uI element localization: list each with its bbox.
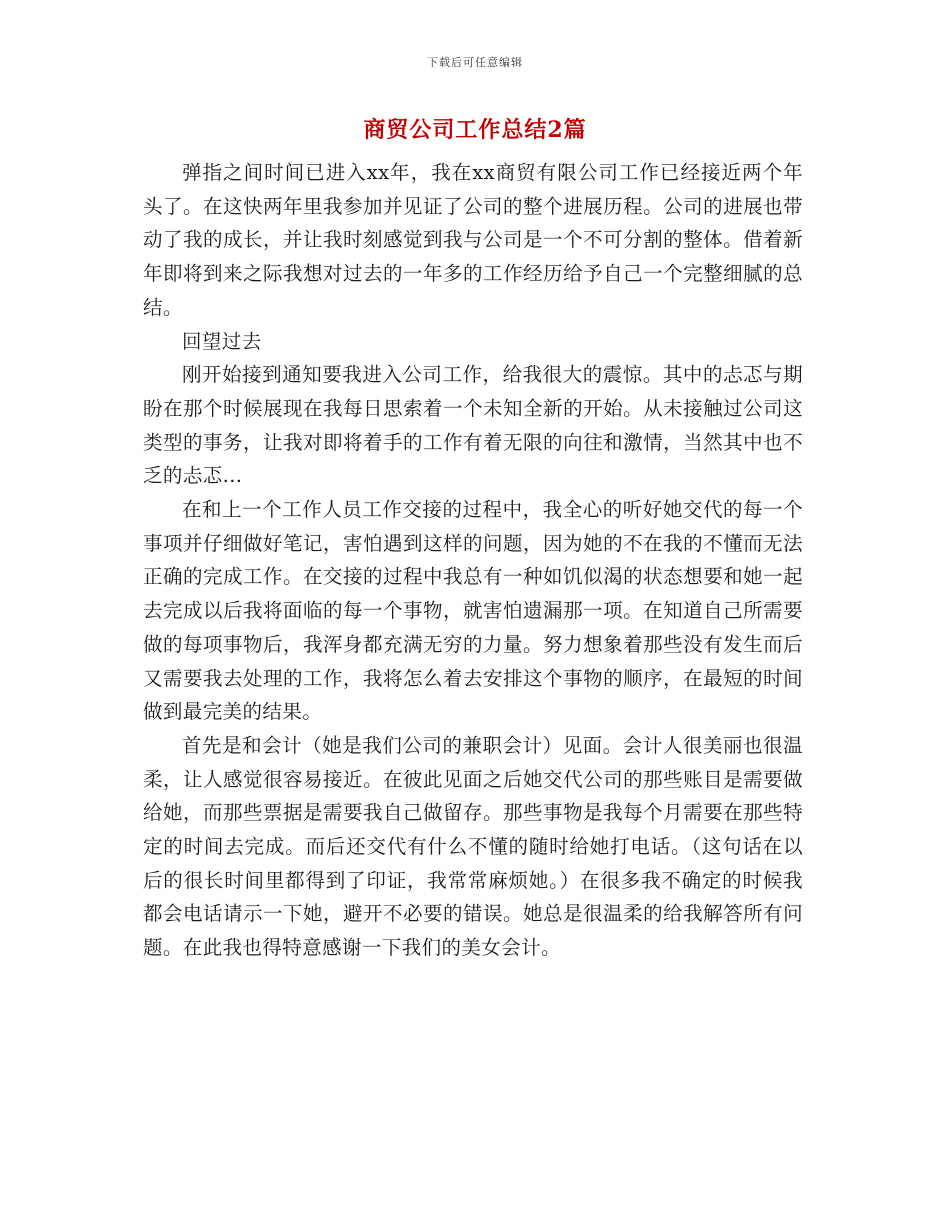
paragraph-intro: 弹指之间时间已进入xx年，我在xx商贸有限公司工作已经接近两个年头了。在这快两年里我参加并见证了公司的整个进展历程。公司的进展也带动了我的成长，并让我时刻感觉到我与公司是一个不可分割的整体。借着新年即将到来之际我想对过去的一年多的工作经历给予自己一个完整细腻的总结。 [143, 161, 803, 319]
document-body [143, 156, 803, 965]
header-note: 下载后可任意编辑 [427, 56, 523, 69]
paragraph-heading: 回望过去 [182, 329, 262, 353]
document-title: 商贸公司工作总结2篇 [363, 117, 587, 143]
paragraph-handover: 在和上一个工作人员工作交接的过程中，我全心的听好她交代的每一个事项并仔细做好笔记，害怕遇到这样的问题，因为她的不在我的不懂而无法正确的完成工作。在交接的过程中我总有一种如饥似渴的状态想要和她一起去完成以后我将面临的每一个事物，就害怕遗漏那一项。在知道自己所需要做的每项事物后，我浑身都充满无穷的力量。努力想象着那些没有发生而后又需要我去处理的工作，我将怎么着去安排这个事物的顺序，在最短的时间做到最完美的结果。 [143, 498, 803, 724]
paragraph-accountant: 首先是和会计（她是我们公司的兼职会计）见面。会计人很美丽也很温柔，让人感觉很容易接近。在彼此见面之后她交代公司的那些账目是需要做给她，而那些票据是需要我自己做留存。那些事物是我每个月需要在那些特定的时间去完成。而后还交代有什么不懂的随时给她打电话。（这句话在以后的很长时间里都得到了印证，我常常麻烦她。）在很多我不确定的时候我都会电话请示一下她，避开不必要的错误。她总是很温柔的给我解答所有问题。在此我也得特意感谢一下我们的美女会计。 [143, 733, 803, 960]
paragraph-start: 刚开始接到通知要我进入公司工作，给我很大的震惊。其中的忐忑与期盼在那个时候展现在我每日思索着一个未知全新的开始。从未接触过公司这类型的事务，让我对即将着手的工作有着无限的向往和激情，当然其中也不乏的忐忑... [143, 363, 803, 488]
